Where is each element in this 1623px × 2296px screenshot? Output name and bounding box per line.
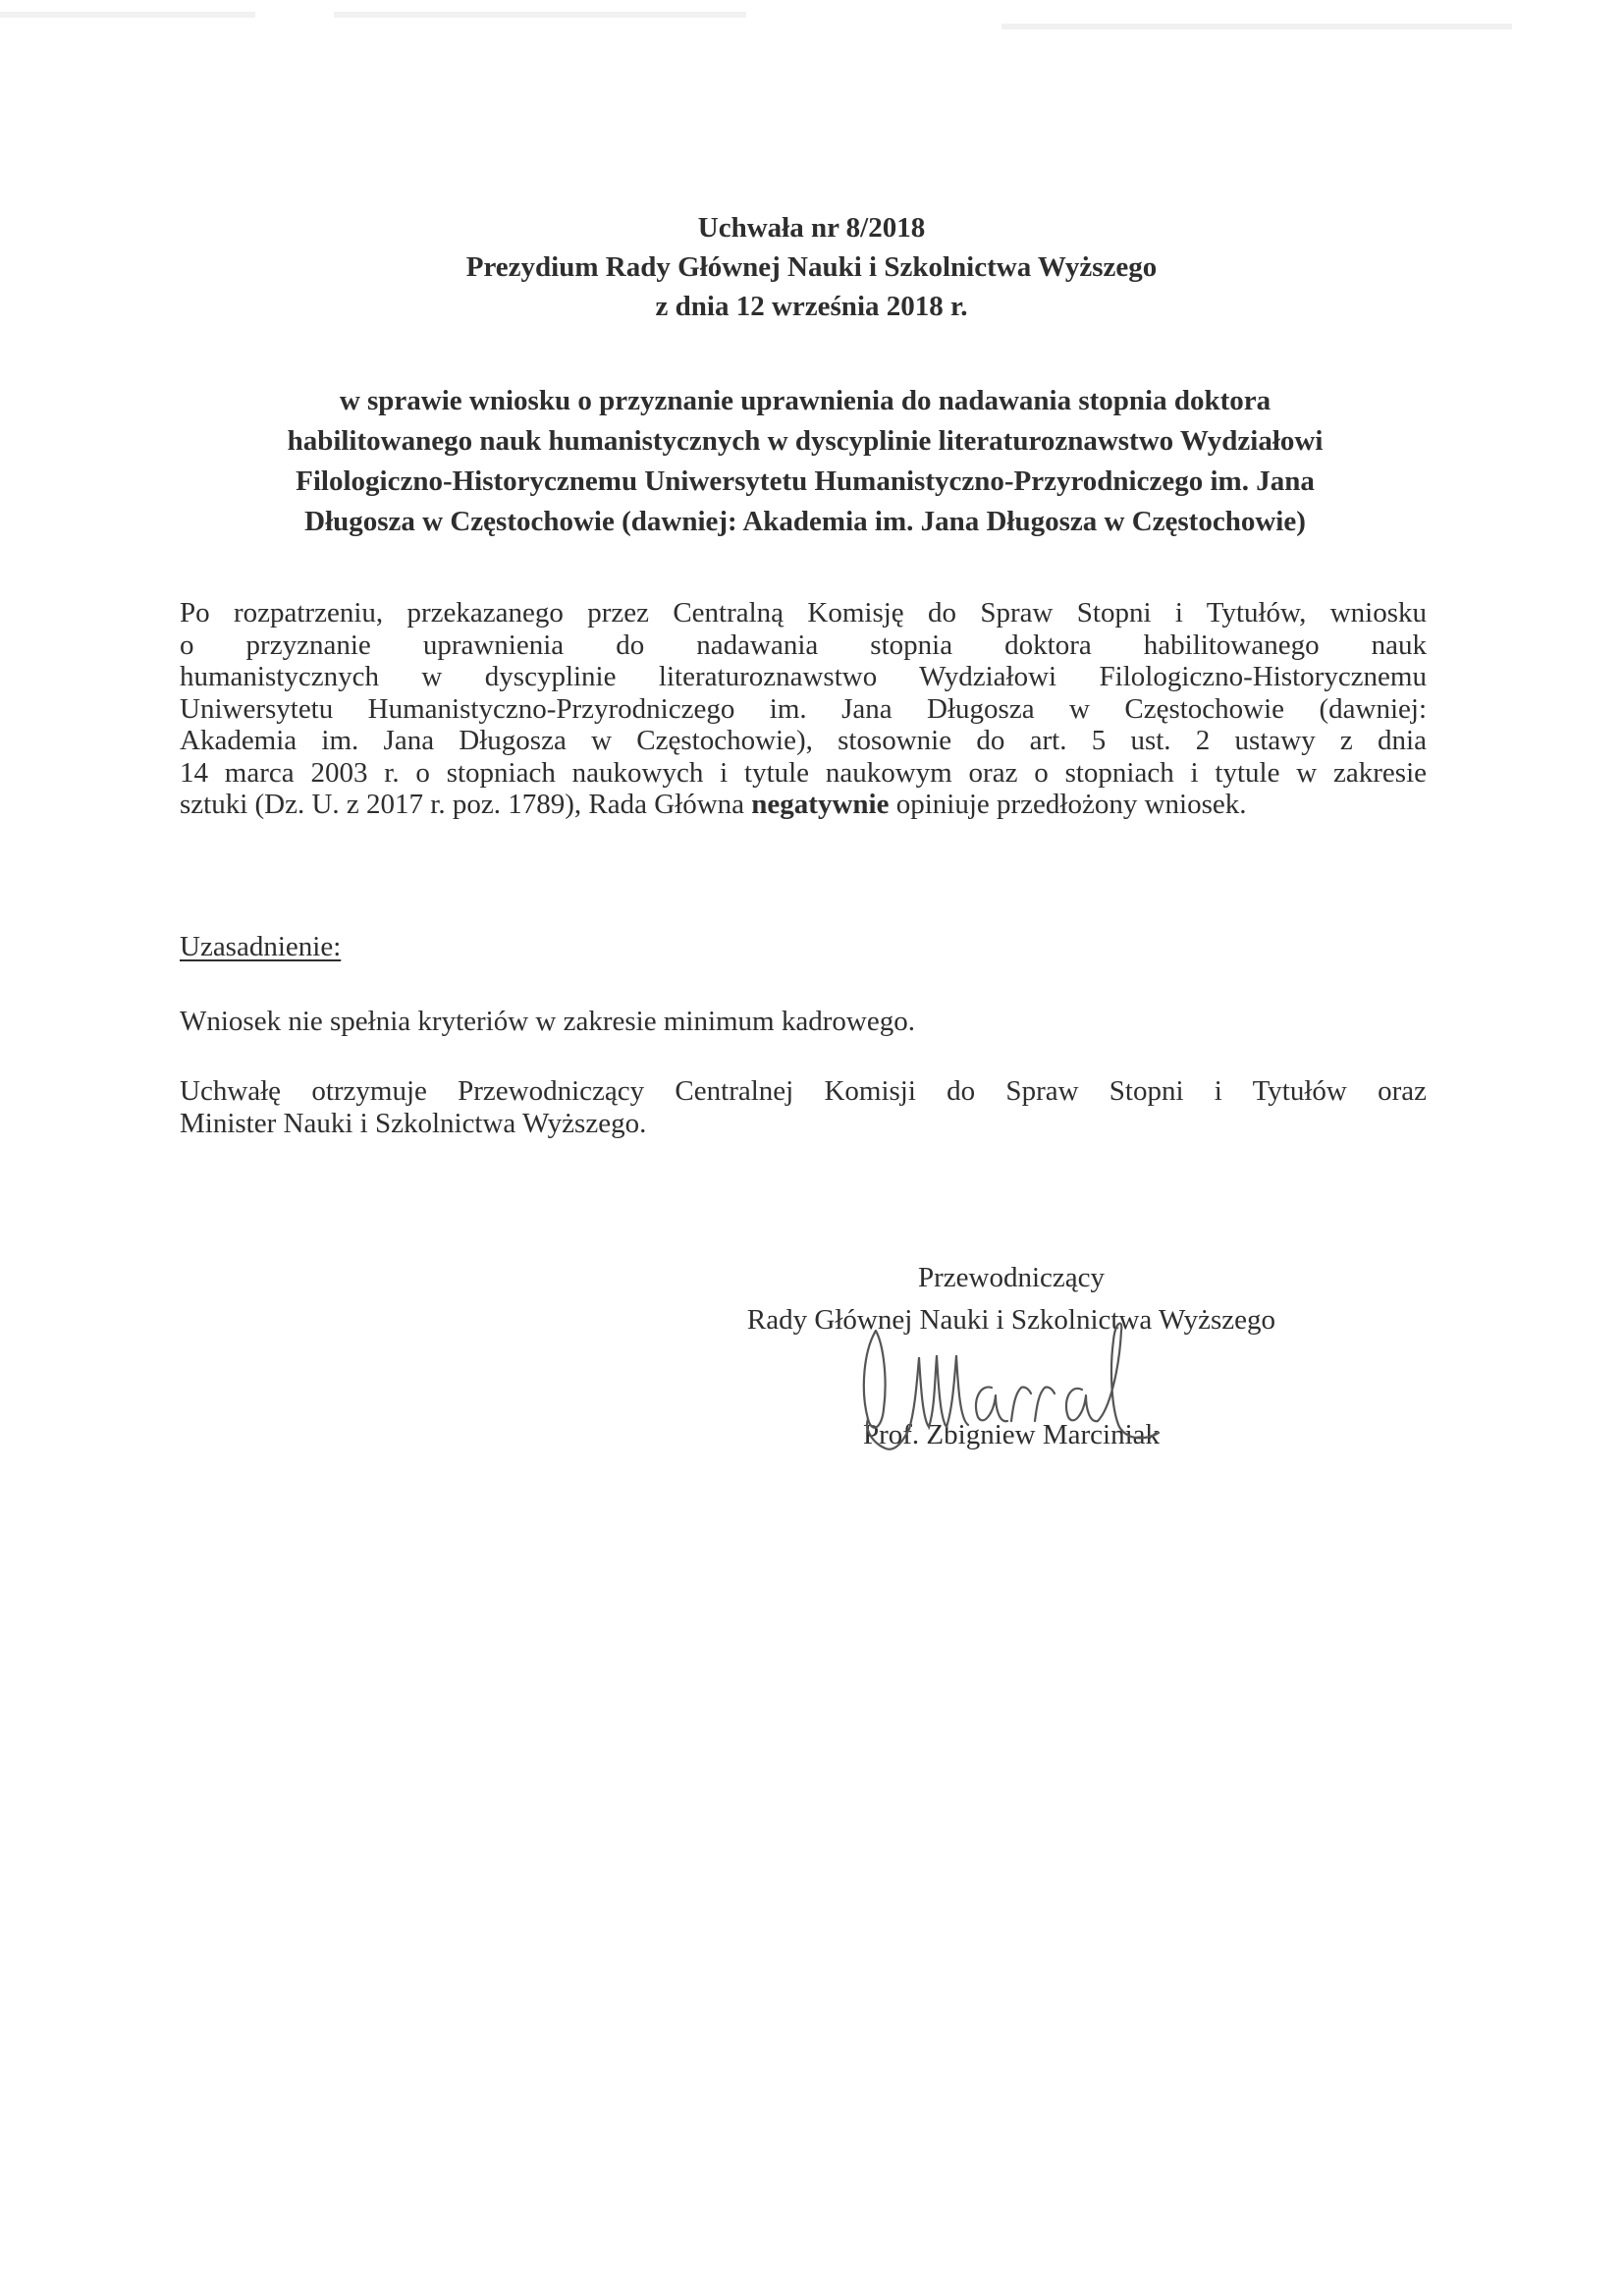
signature-stroke <box>919 1356 937 1427</box>
main-paragraph <box>180 597 1427 821</box>
signature-stroke <box>1098 1324 1159 1439</box>
subject-line: habilitowanego nauk humanistycznych w dyscyplinie literaturoznawstwo Wydziałowi <box>287 425 1324 457</box>
signature-stroke <box>1035 1387 1055 1421</box>
paragraph-line: Minister Nauki i Szkolnictwa Wyższego. <box>180 1107 647 1139</box>
signature-stroke <box>956 1356 968 1425</box>
paragraph-line: Akademia im. Jana Długosza w Częstochowie), stosownie do art. 5 ust. 2 ustawy z dnia <box>180 725 1427 756</box>
paragraph-line: Uchwałę otrzymuje Przewodniczący Centralnej Komisji do Spraw Stopni i Tytułów oraz <box>180 1075 1427 1107</box>
signature-stroke <box>1011 1387 1031 1421</box>
paragraph-line: Po rozpatrzeniu, przekazanego przez Centralną Komisję do Spraw Stopni i Tytułów, wniosku <box>180 597 1427 629</box>
resolution-number: Uchwała nr 8/2018 <box>697 212 926 244</box>
signatory-name: Prof. Zbigniew Marciniak <box>862 1419 1160 1450</box>
subject-line: Filologiczno-Historycznemu Uniwersytetu Humanistyczno-Przyrodniczego im. Jana <box>296 465 1315 497</box>
recipient-paragraph <box>180 1075 1427 1139</box>
signature-stroke <box>1066 1389 1098 1421</box>
signature-stroke <box>864 1331 886 1428</box>
resolution-header <box>0 208 1623 326</box>
resolution-date: z dnia 12 września 2018 r. <box>655 291 968 322</box>
issuing-body: Prezydium Rady Głównej Nauki i Szkolnictwa Wyższego <box>465 251 1158 283</box>
paragraph-line: o przyznanie uprawnienia do nadawania stopnia doktora habilitowanego nauk <box>180 629 1427 661</box>
paragraph-last-line <box>180 789 1427 821</box>
signature-stroke <box>937 1356 956 1427</box>
signature-stroke <box>867 1419 909 1449</box>
scan-artifact <box>334 12 746 18</box>
resolution-subject <box>187 381 1424 542</box>
signature-stroke <box>909 1358 919 1429</box>
signatory-title: Przewodniczący <box>917 1262 1105 1293</box>
justification-heading: Uzasadnienie: <box>180 931 342 962</box>
justification-text <box>180 1006 1427 1038</box>
verdict-negative: negatywnie <box>751 789 890 820</box>
subject-line: w sprawie wniosku o przyznanie uprawnienia do nadawania stopnia doktora <box>339 385 1271 416</box>
paragraph-line: Uniwersytetu Humanistyczno-Przyrodniczego im. Jana Długosza w Częstochowie (dawniej: <box>180 692 1427 725</box>
last-line-text: opiniuje przedłożony wniosek. <box>889 789 1247 820</box>
justification-line: Wniosek nie spełnia kryteriów w zakresie minimum kadrowego. <box>180 1006 915 1037</box>
subject-line: Długosza w Częstochowie (dawniej: Akademia im. Jana Długosza w Częstochowie) <box>304 506 1306 537</box>
scan-artifact <box>1001 24 1512 29</box>
last-line-text: sztuki (Dz. U. z 2017 r. poz. 1789), Rada Główna <box>180 789 752 820</box>
signature-stroke <box>976 1387 1007 1421</box>
paragraph-line: humanistycznych w dyscyplinie literaturoznawstwo Wydziałowi Filologiczno-Historycznemu <box>180 661 1427 692</box>
handwritten-signature <box>825 1311 1217 1458</box>
scan-artifact <box>0 12 255 18</box>
signatory-organization: Rady Głównej Nauki i Szkolnictwa Wyższego <box>746 1304 1276 1336</box>
paragraph-line: 14 marca 2003 r. o stopniach naukowych i tytule naukowym oraz o stopniach i tytule w zakresie <box>180 756 1427 789</box>
